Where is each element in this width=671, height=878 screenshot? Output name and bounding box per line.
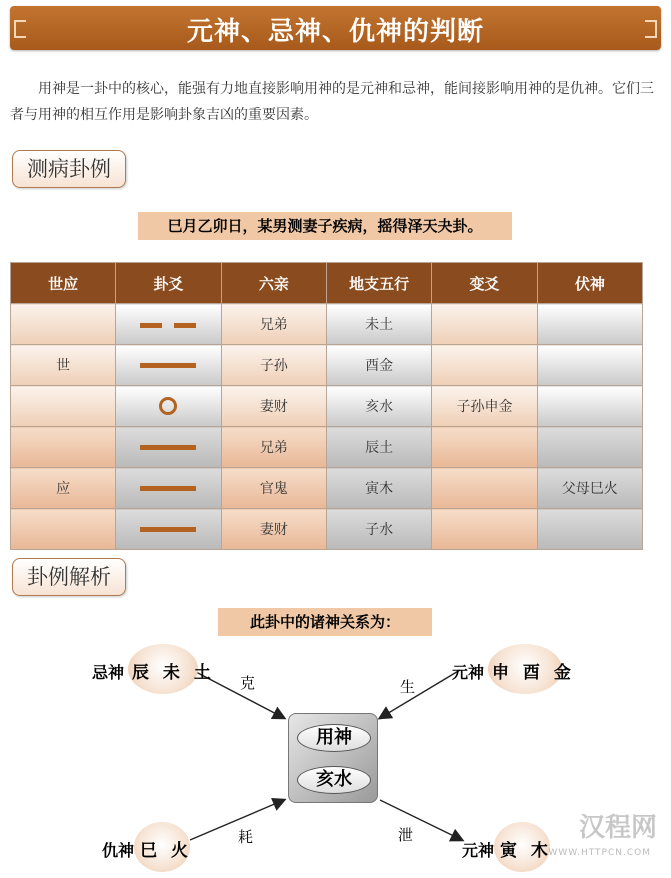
cell-fushen: 父母巳火	[537, 468, 642, 509]
header-bianyao: 变爻	[432, 263, 537, 304]
haishui-pill: 亥水	[297, 766, 371, 794]
page-title: 元神、忌神、仇神的判断	[186, 17, 484, 47]
header-dizhi: 地支五行	[326, 263, 431, 304]
cell-shiying: 应	[11, 468, 116, 509]
node-yuan-mu-branches: 寅 木	[500, 841, 552, 861]
cell-dizhi: 亥水	[326, 386, 431, 427]
cell-shiying: 世	[11, 345, 116, 386]
yongshen-box	[288, 713, 378, 803]
verb-hao: 耗	[238, 828, 254, 846]
cell-dizhi: 未土	[326, 304, 431, 345]
cell-liuqin: 妻财	[221, 509, 326, 550]
cell-liuqin: 官鬼	[221, 468, 326, 509]
node-yuan-jin-label: 元神	[452, 663, 485, 682]
arrow-yuan-jin-to-yong	[380, 670, 460, 718]
node-yuan-mu-label: 元神	[462, 841, 495, 860]
node-ji-branches: 辰 未 土	[132, 663, 215, 683]
verb-xie: 泄	[398, 826, 414, 844]
cell-dizhi: 酉金	[326, 345, 431, 386]
header-shiying: 世应	[11, 263, 116, 304]
verb-ke: 克	[240, 674, 256, 692]
cell-dizhi: 子水	[326, 509, 431, 550]
node-chou-branches: 巳 火	[140, 841, 192, 861]
cell-liuqin: 兄弟	[221, 304, 326, 345]
analysis-subhead: 此卦中的诸神关系为：	[218, 608, 432, 636]
intro-paragraph: 用神是一卦中的核心，能强有力地直接影响用神的是元神和忌神，能间接影响用神的是仇神。它们三者与用神的相互作用是影响卦象吉凶的重要因素。	[10, 81, 654, 123]
cell-bianyao: 子孙申金	[432, 386, 537, 427]
section-tag-case: 测病卦例	[12, 150, 126, 188]
header-fushen: 伏神	[537, 263, 642, 304]
cell-liuqin: 兄弟	[221, 427, 326, 468]
node-yuan-jin-branches: 申 酉 金	[492, 663, 575, 683]
yongshen-pill: 用神	[297, 724, 371, 752]
arrow-yong-to-yuan-mu	[380, 800, 462, 840]
cell-dizhi: 辰土	[326, 427, 431, 468]
cell-liuqin: 妻财	[221, 386, 326, 427]
cell-dizhi: 寅木	[326, 468, 431, 509]
node-ji-label: 忌神	[92, 663, 125, 682]
node-chou-label: 仇神	[102, 841, 135, 860]
header-yao: 卦爻	[116, 263, 221, 304]
verb-sheng: 生	[400, 678, 416, 696]
section-tag-analysis: 卦例解析	[12, 558, 126, 596]
case-subhead: 巳月乙卯日，某男测妻子疾病，摇得泽天夬卦。	[138, 212, 512, 240]
cell-liuqin: 子孙	[221, 345, 326, 386]
header-liuqin: 六亲	[221, 263, 326, 304]
watermark-url: WWW.HTTPCN.COM	[548, 848, 651, 858]
watermark-brand: 汉程网	[578, 813, 657, 843]
arrow-chou-to-yong	[190, 800, 284, 840]
